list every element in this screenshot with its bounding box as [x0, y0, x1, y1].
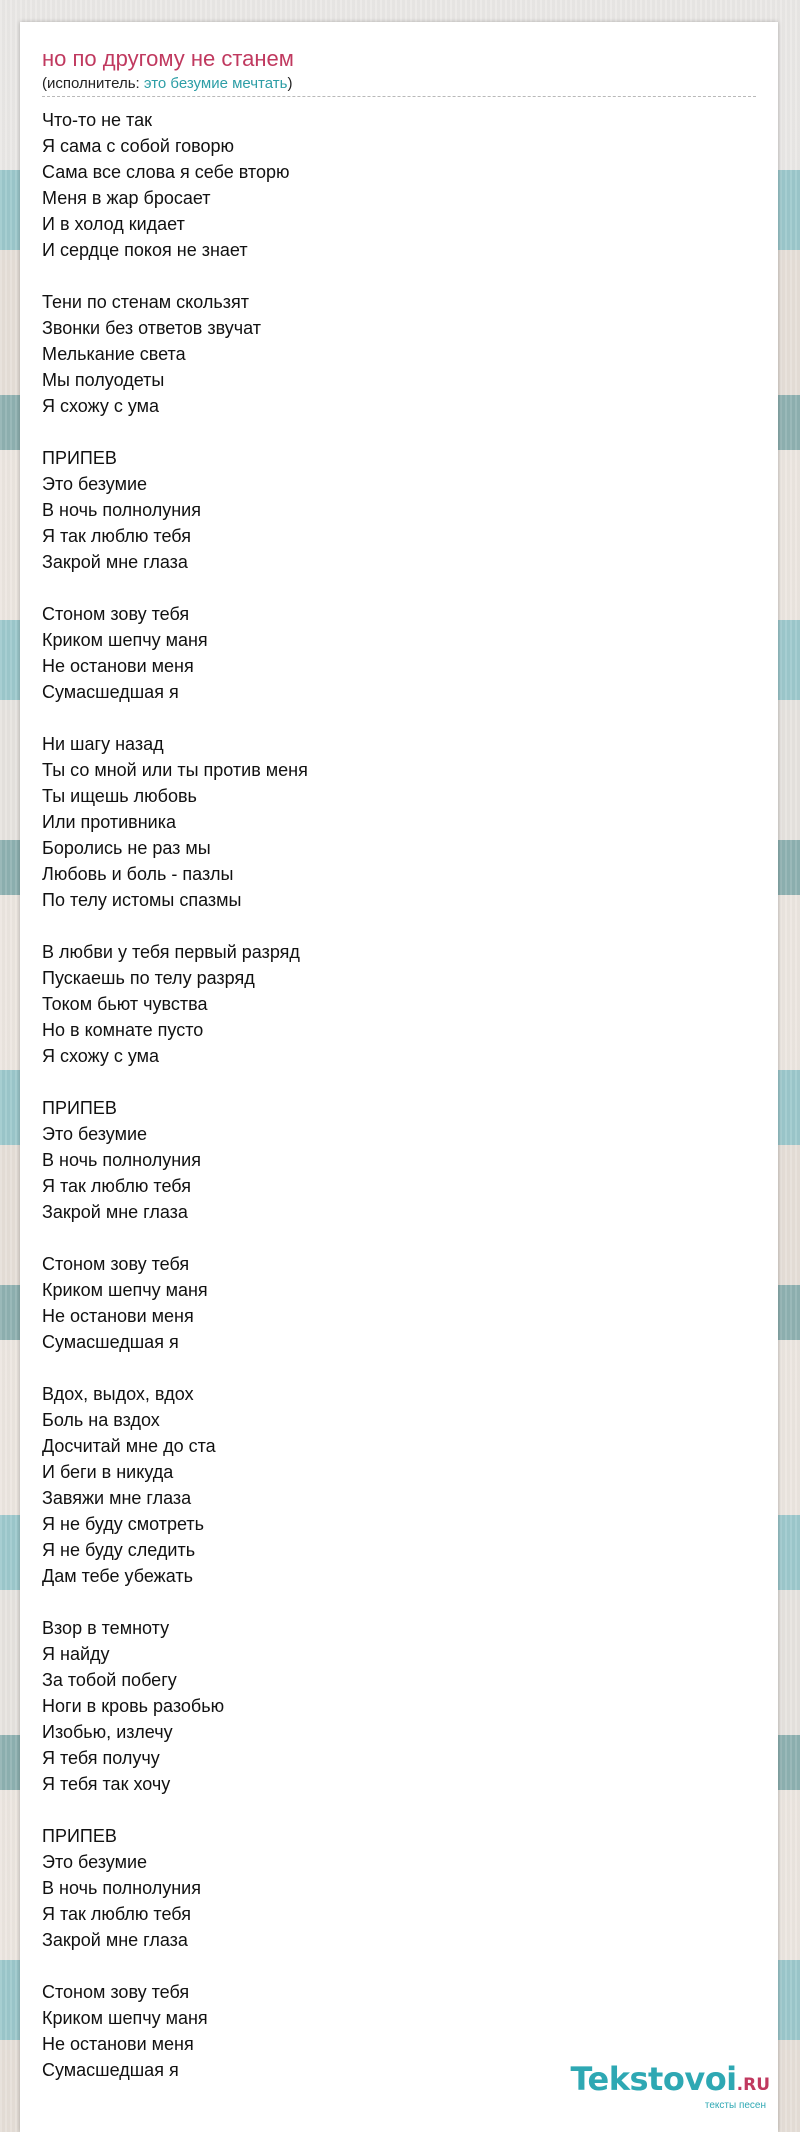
lyric-line: Ты ищешь любовь	[42, 786, 197, 806]
song-title: но по другому не станем	[42, 46, 294, 71]
lyric-line: Не останови меня	[42, 2034, 194, 2054]
lyric-line: Я схожу с ума	[42, 396, 160, 416]
lyric-line: И сердце покоя не знает	[42, 240, 248, 260]
lyric-line: В ночь полнолуния	[42, 1150, 201, 1170]
lyric-line: Тени по стенам скользят	[42, 292, 249, 312]
lyric-line: Ни шагу назад	[42, 734, 164, 754]
logo-main-text: Tekstovoi	[570, 2060, 737, 2098]
lyrics-card	[20, 22, 778, 2132]
lyrics-body	[42, 107, 756, 2083]
lyric-line: Что-то не так	[42, 110, 152, 130]
lyric-line: Меня в жар бросает	[42, 188, 211, 208]
lyric-line: Я не буду следить	[42, 1540, 196, 1560]
site-logo[interactable]	[570, 2062, 770, 2112]
stanza	[42, 731, 756, 913]
lyric-line: Боль на вздох	[42, 1410, 160, 1430]
artist-suffix: )	[287, 75, 293, 92]
stanza	[42, 1823, 756, 1953]
lyric-line: Не останови меня	[42, 1306, 194, 1326]
lyric-line: Звонки без ответов звучат	[42, 318, 261, 338]
logo-subtitle: тексты песен	[704, 2100, 766, 2111]
lyric-line: ПРИПЕВ	[42, 448, 117, 468]
artist-link[interactable]: это безумие мечтать	[143, 75, 288, 92]
lyric-line: Изобью, излечу	[42, 1722, 173, 1742]
lyric-line: Это безумие	[42, 1124, 148, 1144]
lyric-line: Я сама с собой говорю	[42, 136, 235, 156]
lyric-line: Это безумие	[42, 1852, 148, 1872]
lyric-line: Криком шепчу маня	[42, 2008, 208, 2028]
lyric-line: Я так люблю тебя	[42, 1176, 191, 1196]
stanza	[42, 445, 756, 575]
stanza	[42, 107, 756, 263]
lyric-line: Сумасшедшая я	[42, 1332, 179, 1352]
lyric-line: И в холод кидает	[42, 214, 185, 234]
lyric-line: Ты со мной или ты против меня	[42, 760, 308, 780]
lyric-line: За тобой побегу	[42, 1670, 177, 1690]
lyric-line: Взор в темноту	[42, 1618, 170, 1638]
lyric-line: Досчитай мне до ста	[42, 1436, 216, 1456]
lyric-line: Стоном зову тебя	[42, 1982, 190, 2002]
artist-line	[42, 74, 756, 97]
lyric-line: Током бьют чувства	[42, 994, 208, 1014]
lyric-line: Я так люблю тебя	[42, 526, 191, 546]
lyric-line: ПРИПЕВ	[42, 1826, 117, 1846]
lyric-line: Мелькание света	[42, 344, 186, 364]
lyric-line: И беги в никуда	[42, 1462, 174, 1482]
lyric-line: Сумасшедшая я	[42, 2060, 179, 2080]
lyric-line: В любви у тебя первый разряд	[42, 942, 300, 962]
lyric-line: Но в комнате пусто	[42, 1020, 204, 1040]
stanza	[42, 1381, 756, 1589]
lyric-line: Закрой мне глаза	[42, 1202, 188, 1222]
lyric-line: Не останови меня	[42, 656, 194, 676]
lyric-line: Сумасшедшая я	[42, 682, 179, 702]
lyric-line: По телу истомы спазмы	[42, 890, 242, 910]
lyric-line: В ночь полнолуния	[42, 500, 201, 520]
lyric-line: Стоном зову тебя	[42, 1254, 190, 1274]
lyric-line: Я так люблю тебя	[42, 1904, 191, 1924]
lyric-line: Любовь и боль - пазлы	[42, 864, 234, 884]
lyric-line: Я тебя так хочу	[42, 1774, 171, 1794]
lyric-line: Ноги в кровь разобью	[42, 1696, 225, 1716]
lyric-line: Вдох, выдох, вдох	[42, 1384, 194, 1404]
lyric-line: Я тебя получу	[42, 1748, 160, 1768]
lyric-line: Криком шепчу маня	[42, 630, 208, 650]
artist-prefix: (исполнитель:	[42, 75, 144, 92]
stanza	[42, 601, 756, 705]
lyric-line: Закрой мне глаза	[42, 552, 188, 572]
lyric-line: Или противника	[42, 812, 177, 832]
lyric-line: Мы полуодеты	[42, 370, 165, 390]
lyric-line: Криком шепчу маня	[42, 1280, 208, 1300]
lyric-line: Я не буду смотреть	[42, 1514, 205, 1534]
lyric-line: Пускаешь по телу разряд	[42, 968, 255, 988]
lyric-line: Стоном зову тебя	[42, 604, 190, 624]
stanza	[42, 1615, 756, 1797]
logo-tld: .RU	[736, 2075, 770, 2095]
lyric-line: Сама все слова я себе вторю	[42, 162, 290, 182]
lyric-line: Боролись не раз мы	[42, 838, 211, 858]
lyric-line: Это безумие	[42, 474, 148, 494]
logo-wordmark	[570, 2062, 770, 2102]
lyric-line: Я найду	[42, 1644, 110, 1664]
lyric-line: Закрой мне глаза	[42, 1930, 188, 1950]
stanza	[42, 939, 756, 1069]
stanza	[42, 1095, 756, 1225]
lyric-line: Дам тебе убежать	[42, 1566, 193, 1586]
lyric-line: В ночь полнолуния	[42, 1878, 201, 1898]
stanza	[42, 1251, 756, 1355]
stanza	[42, 289, 756, 419]
lyric-line: Я схожу с ума	[42, 1046, 160, 1066]
lyric-line: Завяжи мне глаза	[42, 1488, 192, 1508]
lyric-line: ПРИПЕВ	[42, 1098, 117, 1118]
